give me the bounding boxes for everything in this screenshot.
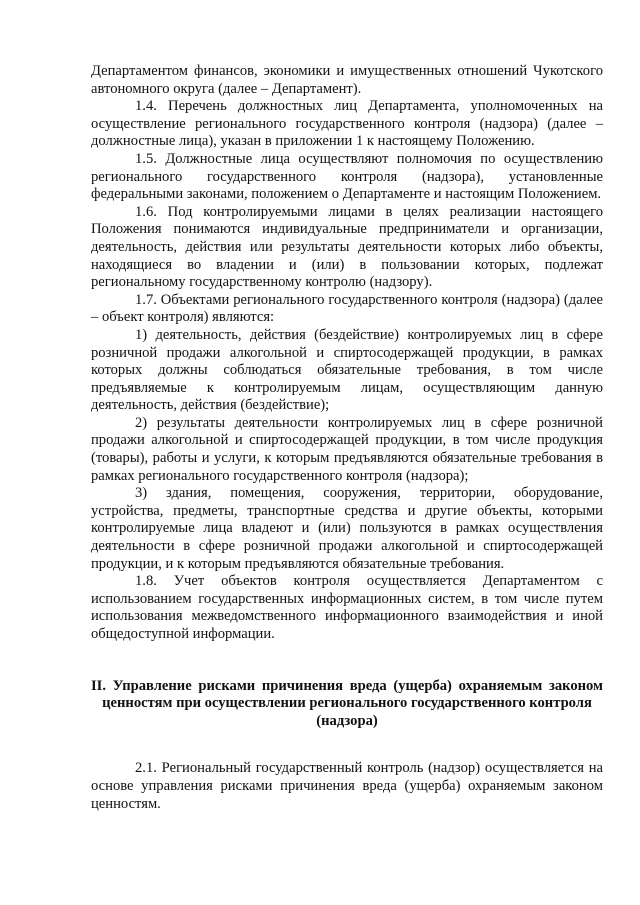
list-item-3: 3) здания, помещения, сооружения, территории, оборудование, устройства, предметы, транспортные средства и другие объекты, которыми контролируемые лица владеют и (или) пользуются в рамках осуществления деятельности в сфере розничной продажи алкогольной и спиртосодержащей продукции, и к которым предъявляются обязательные требования.	[91, 485, 603, 572]
section-heading-line-1: II. Управление рисками причинения вреда (ущерба) охраняемым законом	[91, 677, 603, 694]
paragraph-1-7: 1.7. Объектами регионального государственного контроля (надзора) (далее – объект контроля) являются:	[91, 291, 603, 326]
section-heading-line-2: ценностям при осуществлении регионального государственного контроля	[102, 695, 592, 712]
list-item-2: 2) результаты деятельности контролируемых лиц в сфере розничной продажи алкогольной и спиртосодержащей продукции, в том числе продукция (товары), работы и услуги, к которым предъявляются обязательные требования в рамках регионального государственного контроля (надзора);	[91, 414, 603, 484]
section-heading-line-3: (надзора)	[316, 712, 378, 729]
paragraph-2-1: 2.1. Региональный государственный контроль (надзор) осуществляется на основе управления рисками причинения вреда (ущерба) охраняемым законом ценностям.	[91, 760, 603, 812]
paragraph-1-4: 1.4. Перечень должностных лиц Департамента, уполномоченных на осуществление регионального государственного контроля (надзора) (далее – должностные лица), указан в приложении 1 к настоящему Положению.	[91, 98, 603, 150]
paragraph-continuation: Департаментом финансов, экономики и имущественных отношений Чукотского автономного округа (далее – Департамент).	[91, 63, 603, 97]
paragraph-1-8: 1.8. Учет объектов контроля осуществляется Департаментом с использованием государственных информационных систем, в том числе путем использования межведомственного информационного взаимодействия и иной общедоступной информации.	[91, 573, 603, 642]
paragraph-1-5: 1.5. Должностные лица осуществляют полномочия по осуществлению регионального государственного контроля (надзора), установленные федеральными законами, положением о Департаменте и настоящим Положением.	[91, 150, 603, 203]
paragraph-1-6: 1.6. Под контролируемыми лицами в целях реализации настоящего Положения понимаются индивидуальные предприниматели и организации, деятельность, действия или результаты деятельности которых либо объекты, находящиеся во владении и (или) в пользовании которых, подлежат региональному государственному контролю (надзору).	[91, 203, 603, 291]
section-heading	[91, 678, 603, 731]
list-item-1: 1) деятельность, действия (бездействие) контролируемых лиц в сфере розничной продажи алкогольной и спиртосодержащей продукции, в рамках которых должны соблюдаться обязательные требования, в том числе предъявляемые к контролируемым лицам, осуществляющим данную деятельность, действия (бездействие);	[91, 326, 603, 414]
spacer	[91, 730, 603, 760]
